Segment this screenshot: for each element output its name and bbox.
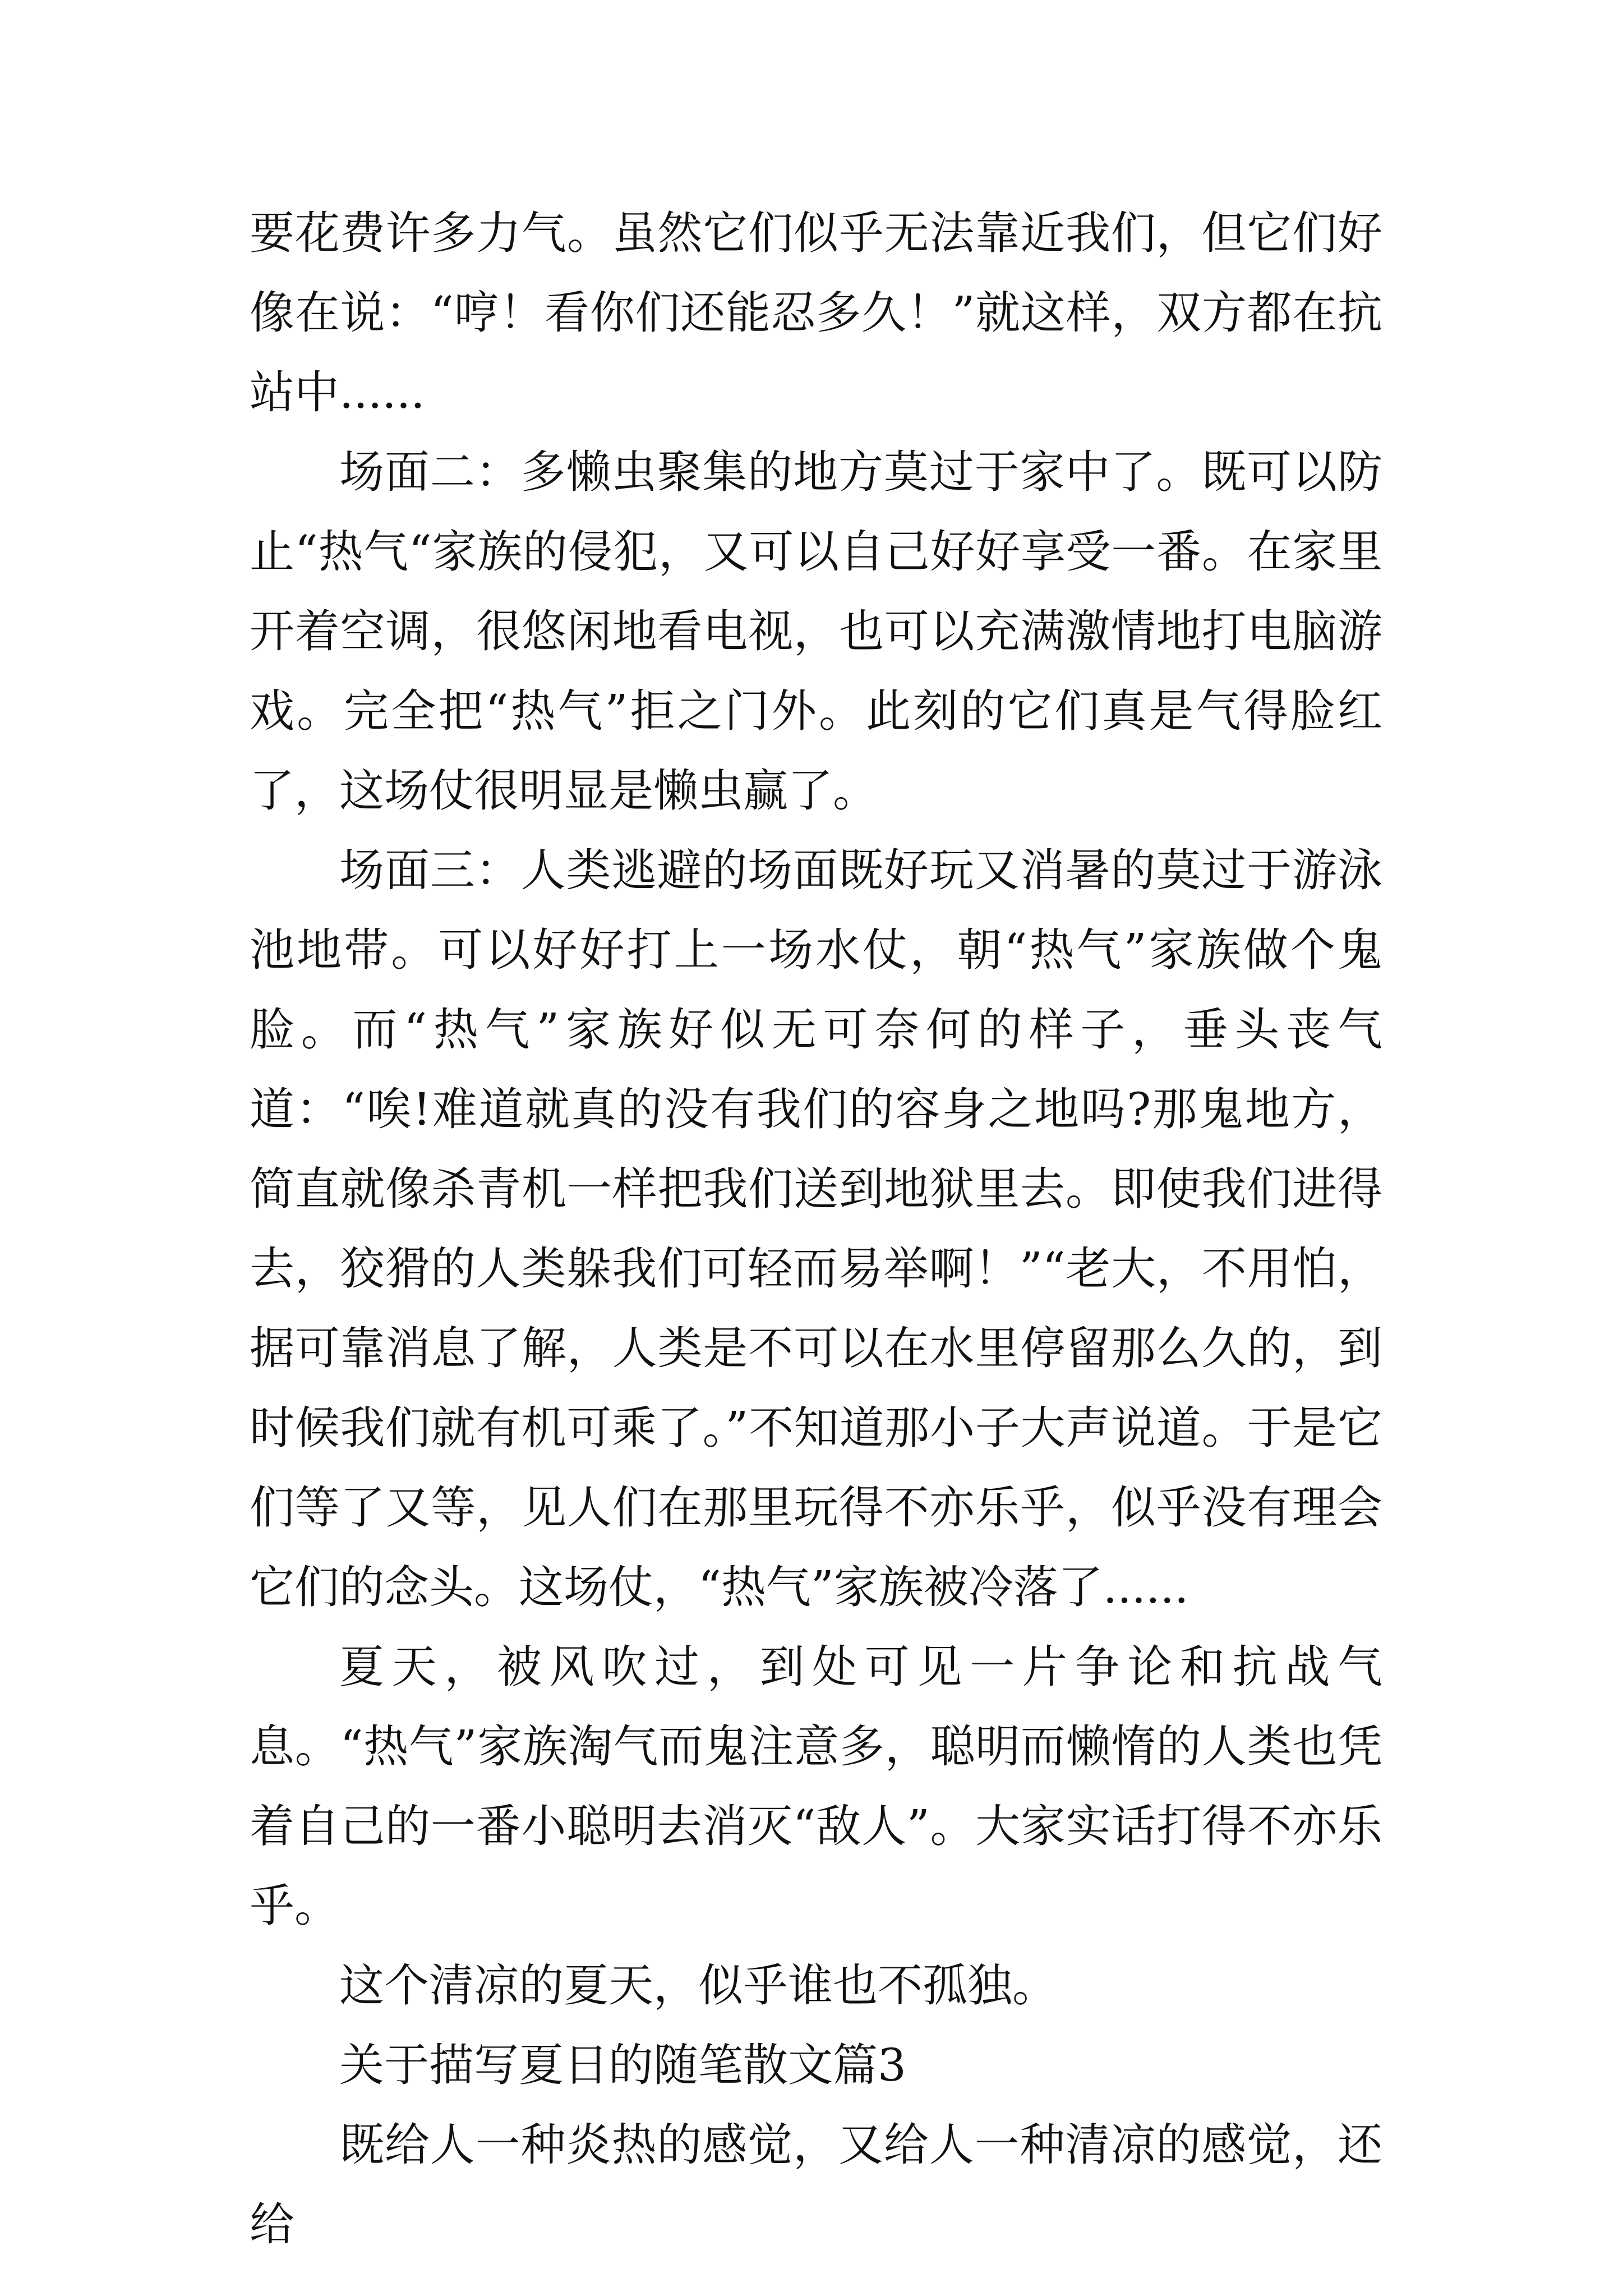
section-heading: 关于描写夏日的随笔散文篇3 [339, 2039, 906, 2091]
paragraph-closing: 这个清凉的夏天，似乎谁也不孤独。 [339, 1959, 1057, 2012]
paragraph-continuation: 要花费许多力气。虽然它们似乎无法靠近我们，但它们好像在说：“哼！看你们还能忍多久！”就这样，双方都在抗站中...... [250, 207, 1382, 418]
paragraph-summer-summary: 夏天，被风吹过，到处可见一片争论和抗战气息。“热气”家族淘气而鬼注意多，聪明而懒惰的人类也凭着自己的一番小聪明去消灭“敌人”。大家实话打得不亦乐乎。 [250, 1641, 1382, 1932]
paragraph-essay-3-start: 既给人一种炎热的感觉，又给人一种清凉的感觉，还给 [250, 2119, 1382, 2251]
paragraph-scene-3: 场面三：人类逃避的场面既好玩又消暑的莫过于游泳池地带。可以好好打上一场水仗，朝“热气”家族做个鬼脸。而“热气”家族好似无可奈何的样子，垂头丧气道：“唉!难道就真的没有我们的容身之地吗?那鬼地方，简直就像杀青机一样把我们送到地狱里去。即使我们进得去，狡猾的人类躲我们可轻而易举啊！”“老大，不用怕，据可靠消息了解，人类是不可以在水里停留那么久的，到时候我们就有机可乘了。”不知道那小子大声说道。于是它们等了又等，见人们在那里玩得不亦乐乎，似乎没有理会它们的念头。这场仗，“热气”家族被冷落了...... [250, 844, 1382, 1613]
document-body [250, 194, 1382, 2265]
paragraph-scene-2: 场面二：多懒虫聚集的地方莫过于家中了。既可以防止“热气“家族的侵犯，又可以自己好好享受一番。在家里开着空调，很悠闲地看电视，也可以充满激情地打电脑游戏。完全把“热气”拒之门外。此刻的它们真是气得脸红了，这场仗很明显是懒虫赢了。 [250, 446, 1382, 817]
